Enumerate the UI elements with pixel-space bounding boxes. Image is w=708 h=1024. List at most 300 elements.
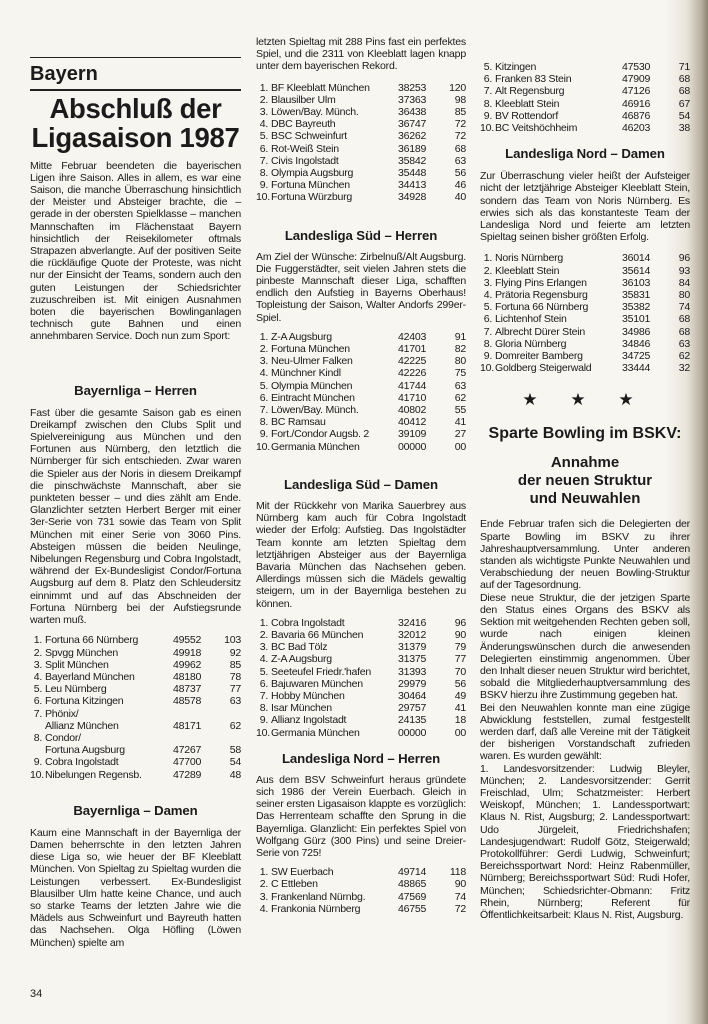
points-cell: 41: [454, 416, 466, 429]
points-cell: 74: [678, 301, 690, 314]
bayernliga-herren-table: [30, 634, 241, 780]
landesliga-sued-herren-table: [256, 331, 466, 453]
team-name: BC Ramsau: [271, 416, 326, 429]
sparte-heading: Sparte Bowling im BSKV:: [488, 425, 682, 443]
landesliga-sued-damen-table: [256, 617, 466, 739]
points-cell: 63: [454, 154, 466, 167]
points-cell: 40: [454, 191, 466, 204]
points-cell: 77: [229, 683, 241, 696]
points-cell: 90: [454, 628, 466, 641]
team-name: Fortuna München: [271, 343, 350, 356]
pins-cell: 47530: [622, 61, 651, 73]
rank-cell: 4.: [259, 367, 268, 380]
rank-cell: 3.: [259, 106, 268, 119]
team-name: Olympia Augsburg: [271, 167, 354, 180]
pins-cell: 36014: [622, 252, 651, 265]
table-row: [256, 179, 466, 191]
team-name: Fortuna München: [271, 179, 350, 192]
points-cell: 32: [678, 362, 690, 375]
rank-cell: 7.: [483, 85, 492, 98]
table-row: [480, 252, 690, 264]
table-row: [30, 659, 241, 671]
points-cell: 54: [229, 756, 241, 769]
points-cell: 70: [454, 665, 466, 678]
rank-cell: 1.: [33, 634, 42, 647]
team-name: Frankenland Nürnbg.: [271, 890, 366, 903]
points-cell: 00: [454, 726, 466, 739]
points-cell: 49: [454, 689, 466, 702]
bayernliga-damen-text: Kaum eine Mannschaft in der Bayernliga der Damen beherrschte in den letzten Jahren diese Liga so, wie heuer der BF Kleeblatt München. Von Spieltag zu Spieltag wurden die Leistungen verbessert. Ex-Bundesligist Blausilber Ulm hatte keine Chance, und auch so starke Teams der letzten Jahre wie die Mädels aus Schweinfurt und Bayreuth hatten das Nachsehen. Olga Höfling (Löwen München) spielte am: [30, 826, 241, 949]
sparte-paragraph: 1. Landesvorsitzender: Ludwig Bleyler, München; 2. Landesvorsitzender: Gerrit Freischlad, Ulm; Schatzmeister: Herbert Weiskopf, München; 1. Landessportwart: Klaus N. Rist, Augsburg; 2. Landessportwart: Udo Jürgeleit, Friedrichshafen; Landesjugendwart: Rudolf Götz, Steigerwald; Protokollführer: Gerdi Ludwig, Schweinfurt; Bereichssportwart Nord: Heinz Rabenmüller, Nürnberg; Bereichssportwart Süd: Rudi Hofer, München; Schiedsrichter-Obmann: Fritz Rhein, Nürnberg; Referent für Öffentlichkeitsarbeit: Klaus N. Rist, Augsburg.: [480, 762, 690, 921]
team-name: Fortuna 66 Nürnberg: [45, 634, 139, 647]
rank-cell: 7.: [259, 154, 268, 167]
rank-cell: 5.: [259, 379, 268, 392]
team-name: Leu Nürnberg: [45, 683, 107, 696]
pins-cell: 33444: [622, 362, 651, 375]
table-row: [256, 367, 466, 379]
rank-cell: 1.: [259, 81, 268, 94]
table-row: [256, 727, 466, 739]
points-cell: 93: [678, 264, 690, 277]
rank-cell: 10.: [256, 726, 270, 739]
pins-cell: 37363: [398, 93, 427, 106]
pins-cell: 48737: [173, 683, 202, 696]
column-2: [256, 36, 466, 915]
sparte-subheading: [480, 454, 690, 508]
table-row: [256, 143, 466, 155]
landesliga-nord-herren-table: [256, 866, 466, 915]
landesliga-sued-damen-heading: Landesliga Süd – Damen: [284, 476, 438, 492]
team-name: Löwen/Bay. Münch.: [271, 404, 359, 417]
pins-cell: 35448: [398, 167, 427, 180]
points-cell: 71: [678, 61, 690, 73]
pins-cell: 00000: [398, 726, 427, 739]
points-cell: 78: [229, 670, 241, 683]
bayernliga-herren-heading: Bayernliga – Herren: [74, 382, 197, 398]
rank-cell: 1.: [259, 866, 268, 879]
team-name: Kitzingen: [495, 61, 537, 73]
pins-cell: 34413: [398, 179, 427, 192]
rank-cell: 3.: [483, 276, 492, 289]
table-row: [480, 313, 690, 325]
rank-cell: 5.: [483, 301, 492, 314]
team-name: Gloria Nürnberg: [495, 337, 567, 350]
table-row: [480, 326, 690, 338]
pins-cell: 35842: [398, 154, 427, 167]
table-row: [256, 441, 466, 453]
team-name: BC Bad Tölz: [271, 641, 328, 654]
pins-cell: 29757: [398, 702, 427, 715]
rank-cell: 3.: [259, 890, 268, 903]
rank-cell: 2.: [483, 264, 492, 277]
team-name: Noris Nürnberg: [495, 252, 564, 265]
table-row: [480, 362, 690, 374]
rank-cell: 1.: [259, 616, 268, 629]
table-row: [480, 301, 690, 313]
team-name: BC Veitshöchheim: [495, 122, 578, 135]
team-name: Frankonia Nürnberg: [271, 902, 361, 915]
rank-cell: 2.: [33, 646, 42, 659]
rank-cell: 1.: [259, 330, 268, 343]
table-row: [256, 94, 466, 106]
points-cell: 58: [229, 744, 241, 757]
pins-cell: 47126: [622, 85, 651, 98]
team-name: Fortuna Kitzingen: [45, 695, 124, 708]
rank-cell: 8.: [259, 416, 268, 429]
rank-cell: 9.: [483, 109, 492, 122]
team-name: Split München: [45, 658, 109, 671]
points-cell: 118: [449, 866, 466, 879]
pins-cell: 35382: [622, 301, 651, 314]
team-name: Eintracht München: [271, 391, 355, 404]
rank-cell: 4.: [33, 670, 42, 683]
pins-cell: 41744: [398, 379, 427, 392]
table-row: [256, 878, 466, 890]
rank-cell: 2.: [259, 878, 268, 891]
section-rule: [30, 89, 241, 90]
table-row: [480, 61, 690, 73]
team-name: Allianz Ingolstadt: [271, 714, 347, 727]
pins-cell: 47569: [398, 890, 427, 903]
points-cell: 68: [678, 325, 690, 338]
table-row: [256, 714, 466, 726]
pins-cell: 32012: [398, 628, 427, 641]
team-name: Germania München: [271, 726, 360, 739]
landesliga-nord-damen-heading: Landesliga Nord – Damen: [505, 146, 665, 162]
points-cell: 96: [678, 252, 690, 265]
pins-cell: 34986: [622, 325, 651, 338]
pins-cell: 48865: [398, 878, 427, 891]
rank-cell: 4.: [483, 289, 492, 302]
points-cell: 84: [678, 276, 690, 289]
subheading-line: Annahme: [550, 454, 620, 472]
team-name: Cobra Ingolstadt: [45, 756, 119, 769]
table-row: [256, 167, 466, 179]
pins-cell: 42225: [398, 355, 427, 368]
pins-cell: 47909: [622, 73, 651, 86]
team-name: Bayerland München: [45, 670, 135, 683]
pins-cell: 48171: [173, 719, 202, 732]
section-divider-stars: ★ ★ ★: [522, 390, 648, 410]
team-name: Z-A Augsburg: [271, 330, 332, 343]
team-name: Cobra Ingolstadt: [271, 616, 345, 629]
table-row: [256, 392, 466, 404]
team-name: Phönix/ Allianz München: [45, 707, 119, 732]
points-cell: 85: [454, 106, 466, 119]
landesliga-nord-damen-text: Zur Überraschung vieler heißt der Aufsteiger nicht der letztjährige Absteiger Kleeblatt Stein, sondern das Team von Noris Nürnberg. Es erwies sich als das konstanteste Team der Landesliga Nord und feierte am letzten Spieltag seinen bisher größten Erfolg.: [480, 170, 690, 244]
pins-cell: 40802: [398, 404, 427, 417]
pins-cell: 31393: [398, 665, 427, 678]
team-name: Isar München: [271, 702, 332, 715]
team-name: Albrecht Dürer Stein: [495, 325, 585, 338]
sparte-paragraph: Diese neue Struktur, die der jetzigen Sparte den Status eines Organs des BSKV als Sektion mit weitgehenden Rechten geben soll, wurde nach einigen kleinen Änderungswünschen durch die anwesenden Delegierten einstimmig angenommen. Über den Inhalt dieser neuen Struktur wird berichtet, sobald die Mitgliederhauptversammlung des BSKV hierzu ihre Zustimmung gegeben hat.: [480, 591, 690, 702]
team-name: Prätoria Regensburg: [495, 289, 588, 302]
landesliga-nord-herren-text: Aus dem BSV Schweinfurt heraus gründete sich 1986 der Verein Euerbach. Gleich in seiner ersten Ligasaison klappte es vorzüglich: Das Herrenteam schaffte den Sprung in die Bayernliga. Glanzlicht: Ein perfektes Spiel von Wolfgang Gürz (300 Pins) und seine Dreier-Serie von 725!: [256, 773, 466, 859]
team-name: Blausilber Ulm: [271, 93, 336, 106]
rank-cell: 6.: [483, 313, 492, 326]
table-row: [256, 130, 466, 142]
points-cell: 72: [454, 130, 466, 143]
column-3: [480, 61, 690, 921]
points-cell: 55: [454, 404, 466, 417]
pins-cell: 00000: [398, 440, 427, 453]
table-row: [480, 85, 690, 97]
pins-cell: 46755: [398, 902, 427, 915]
column-1: [30, 57, 241, 949]
title-line: Ligasaison 1987: [31, 121, 240, 153]
points-cell: 103: [224, 634, 241, 647]
points-cell: 56: [454, 167, 466, 180]
table-row: [256, 82, 466, 94]
table-row: [256, 891, 466, 903]
pins-cell: 47267: [173, 744, 202, 757]
rank-cell: 9.: [33, 756, 42, 769]
team-name: Kleeblatt Stein: [495, 264, 560, 277]
landesliga-nord-herren-table-cont: [480, 61, 690, 134]
rank-cell: 7.: [33, 707, 42, 720]
article-title: [30, 94, 241, 152]
table-row: [256, 629, 466, 641]
table-row: [30, 683, 241, 695]
rank-cell: 8.: [483, 97, 492, 110]
table-row: [256, 191, 466, 203]
table-row: [256, 331, 466, 343]
landesliga-sued-herren-text: Am Ziel der Wünsche: Zirbelnuß/Alt Augsburg. Die Fuggerstädter, seit vielen Jahren stets die pinbeste Mannschaft dieser Liga, schafften endlich den Aufstieg in Bayerns Oberhaus! Topleistung der Saison, Walter Andorfs 299er-Spiel.: [256, 250, 466, 324]
table-row: [256, 617, 466, 629]
table-row: [480, 73, 690, 85]
points-cell: 77: [454, 653, 466, 666]
table-row: [256, 404, 466, 416]
rank-cell: 3.: [259, 355, 268, 368]
points-cell: 18: [454, 714, 466, 727]
points-cell: 48: [229, 768, 241, 781]
pins-cell: 29979: [398, 677, 427, 690]
table-row: [30, 756, 241, 768]
points-cell: 75: [454, 367, 466, 380]
landesliga-sued-damen-text: Mit der Rückkehr von Marika Sauerbrey aus Nürnberg kam auch für Cobra Ingolstadt wieder der Erfolg: Aufstieg. Das Ingolstädter Team konnte am letzten Spieltag dem letztjährigen Absteiger aus der Bayernliga Bavaria München das Nachsehen geben. Allerdings müssen sich die Mädels gewaltig steigern, um in der Bayernliga bestehen zu können.: [256, 499, 466, 610]
points-cell: 90: [454, 878, 466, 891]
pins-cell: 24135: [398, 714, 427, 727]
points-cell: 72: [454, 118, 466, 131]
pins-cell: 40412: [398, 416, 427, 429]
pins-cell: 35831: [622, 289, 651, 302]
points-cell: 120: [449, 81, 466, 94]
pins-cell: 32416: [398, 616, 427, 629]
pins-cell: 49962: [173, 658, 202, 671]
pins-cell: 36438: [398, 106, 427, 119]
team-name: Kleeblatt Stein: [495, 97, 560, 110]
rank-cell: 6.: [483, 73, 492, 86]
points-cell: 68: [678, 85, 690, 98]
points-cell: 46: [454, 179, 466, 192]
pins-cell: 31375: [398, 653, 427, 666]
table-row: [256, 653, 466, 665]
table-row: [256, 702, 466, 714]
pins-cell: 36103: [622, 276, 651, 289]
rank-cell: 10.: [256, 191, 270, 204]
team-name: Seeteufel Friedr.'hafen: [271, 665, 372, 678]
rank-cell: 6.: [259, 677, 268, 690]
rank-cell: 7.: [259, 689, 268, 702]
pins-cell: 49552: [173, 634, 202, 647]
points-cell: 96: [454, 616, 466, 629]
points-cell: 56: [454, 677, 466, 690]
sparte-paragraph: Ende Februar trafen sich die Delegierten der Sparte Bowling im BSKV zu ihrer Jahreshauptversammlung. Unter anderen standen als wichtigste Punkte Neuwahlen und Verabschiedung der neuen Bowling-Struktur auf der Tagesordnung.: [480, 518, 690, 592]
points-cell: 38: [678, 122, 690, 135]
landesliga-sued-herren-heading: Landesliga Süd – Herren: [284, 227, 438, 243]
points-cell: 27: [454, 428, 466, 441]
rank-cell: 7.: [483, 325, 492, 338]
subheading-line: der neuen Struktur: [517, 472, 653, 490]
points-cell: 72: [454, 902, 466, 915]
bayernliga-herren-text: Fast über die gesamte Saison gab es einen Dreikampf zwischen den Clubs Split und Spielvereinigung aus München und den Fortunen aus Nürnberg, den letztlich die Nürnberger für sich entschieden. Zwar waren die Spieler aus der Noris in diesem Dreikampf die pinschwächste Mannschaft, aber sie punkteten besser – und dies zählt am Ende. Glanzlichter setzten Herbert Berger mit einer 3er-Serie von 731 sowie das Team von Split München mit einer Serie von 3060 Pins. Absteigen müssen die beiden Neulinge, Nibelungen Regensburg und Cobra Ingolstadt, während der Ex-Bundesligist Condor/Fortuna Augsburg auf dem 8. Platz den Schleudersitz einnimmt und auf das Abschneiden der Fortuna Nürnberg bei der Aufstiegsrunde warten muß.: [30, 406, 241, 627]
points-cell: 00: [454, 440, 466, 453]
bayernliga-damen-table: [256, 82, 466, 204]
rank-cell: 10.: [480, 362, 494, 375]
table-row: [480, 110, 690, 122]
landesliga-nord-herren-heading: Landesliga Nord – Herren: [281, 750, 441, 766]
table-row: [30, 634, 241, 646]
points-cell: 63: [229, 695, 241, 708]
points-cell: 62: [678, 350, 690, 363]
table-row: [480, 338, 690, 350]
table-row: [30, 671, 241, 683]
team-name: Bajuwaren München: [271, 677, 363, 690]
team-name: Münchner Kindl: [271, 367, 341, 380]
points-cell: 41: [454, 702, 466, 715]
team-name: Germania München: [271, 440, 360, 453]
table-row: [256, 866, 466, 878]
rank-cell: 8.: [483, 337, 492, 350]
team-name: SW Euerbach: [271, 866, 334, 879]
pins-cell: 41710: [398, 391, 427, 404]
table-row: [480, 350, 690, 362]
table-row: [256, 641, 466, 653]
table-row: [256, 343, 466, 355]
team-name: Spvgg München: [45, 646, 118, 659]
rank-cell: 6.: [259, 391, 268, 404]
points-cell: 54: [678, 109, 690, 122]
team-name: Neu-Ulmer Falken: [271, 355, 353, 368]
table-row: [30, 695, 241, 707]
table-row: [256, 666, 466, 678]
pins-cell: 49714: [398, 866, 427, 879]
team-name: Alt Regensburg: [495, 85, 565, 98]
rank-cell: 4.: [259, 118, 268, 131]
pins-cell: 35614: [622, 264, 651, 277]
points-cell: 91: [454, 330, 466, 343]
pins-cell: 47289: [173, 768, 202, 781]
team-name: Nibelungen Regensb.: [45, 768, 142, 781]
top-rule: [30, 57, 241, 58]
table-row: [256, 106, 466, 118]
rank-cell: 2.: [259, 93, 268, 106]
team-name: Lichtenhof Stein: [495, 313, 567, 326]
team-name: BF Kleeblatt München: [271, 81, 370, 94]
pins-cell: 34725: [622, 350, 651, 363]
pins-cell: 36747: [398, 118, 427, 131]
team-name: Fortuna 66 Nürnberg: [495, 301, 589, 314]
pins-cell: 46876: [622, 109, 651, 122]
rank-cell: 8.: [259, 167, 268, 180]
team-name: Z-A Augsburg: [271, 653, 332, 666]
rank-cell: 5.: [259, 665, 268, 678]
rank-cell: 9.: [259, 714, 268, 727]
table-row: [30, 708, 241, 732]
pins-cell: 31379: [398, 641, 427, 654]
bayernliga-damen-text-cont: letzten Spieltag mit 288 Pins fast ein perfektes Spiel, und die 2311 von Kleeblatt lagen knapp unter dem bayerischen Rekord.: [256, 36, 466, 73]
rank-cell: 8.: [259, 702, 268, 715]
rank-cell: 3.: [259, 641, 268, 654]
table-row: [480, 265, 690, 277]
rank-cell: 1.: [483, 252, 492, 265]
points-cell: 80: [454, 355, 466, 368]
table-row: [30, 732, 241, 756]
pins-cell: 46203: [622, 122, 651, 135]
table-row: [480, 277, 690, 289]
pins-cell: 46916: [622, 97, 651, 110]
pins-cell: 38253: [398, 81, 427, 94]
section-label: Bayern: [30, 63, 98, 86]
points-cell: 79: [454, 641, 466, 654]
rank-cell: 9.: [483, 350, 492, 363]
pins-cell: 39109: [398, 428, 427, 441]
pins-cell: 34846: [622, 337, 651, 350]
rank-cell: 8.: [33, 731, 42, 744]
team-name: Fort./Condor Augsb. 2: [271, 428, 369, 441]
team-name: Flying Pins Erlangen: [495, 276, 587, 289]
table-row: [256, 355, 466, 367]
team-name: C Ettleben: [271, 878, 318, 891]
pins-cell: 36189: [398, 142, 427, 155]
rank-cell: 2.: [259, 628, 268, 641]
points-cell: 67: [678, 97, 690, 110]
table-row: [30, 769, 241, 781]
team-name: Domreiter Bamberg: [495, 350, 583, 363]
rank-cell: 10.: [480, 122, 494, 135]
table-row: [480, 289, 690, 301]
points-cell: 62: [229, 719, 241, 732]
points-cell: 85: [229, 658, 241, 671]
points-cell: 63: [678, 337, 690, 350]
table-row: [480, 122, 690, 134]
rank-cell: 5.: [483, 61, 492, 73]
team-name: Franken 83 Stein: [495, 73, 572, 86]
rank-cell: 10.: [256, 440, 270, 453]
points-cell: 68: [678, 73, 690, 86]
rank-cell: 6.: [259, 142, 268, 155]
points-cell: 62: [454, 391, 466, 404]
pins-cell: 35101: [622, 313, 651, 326]
team-name: Hobby München: [271, 689, 345, 702]
pins-cell: 30464: [398, 689, 427, 702]
table-row: [256, 118, 466, 130]
pins-cell: 48578: [173, 695, 202, 708]
table-row: [256, 690, 466, 702]
table-row: [256, 380, 466, 392]
rank-cell: 5.: [33, 683, 42, 696]
subheading-line: und Neuwahlen: [529, 490, 641, 508]
points-cell: 68: [678, 313, 690, 326]
team-name: Fortuna Würzburg: [271, 191, 352, 204]
table-row: [256, 416, 466, 428]
pins-cell: 36262: [398, 130, 427, 143]
rank-cell: 7.: [259, 404, 268, 417]
team-name: DBC Bayreuth: [271, 118, 336, 131]
team-name: Civis Ingolstadt: [271, 154, 339, 167]
points-cell: 82: [454, 343, 466, 356]
pins-cell: 49918: [173, 646, 202, 659]
